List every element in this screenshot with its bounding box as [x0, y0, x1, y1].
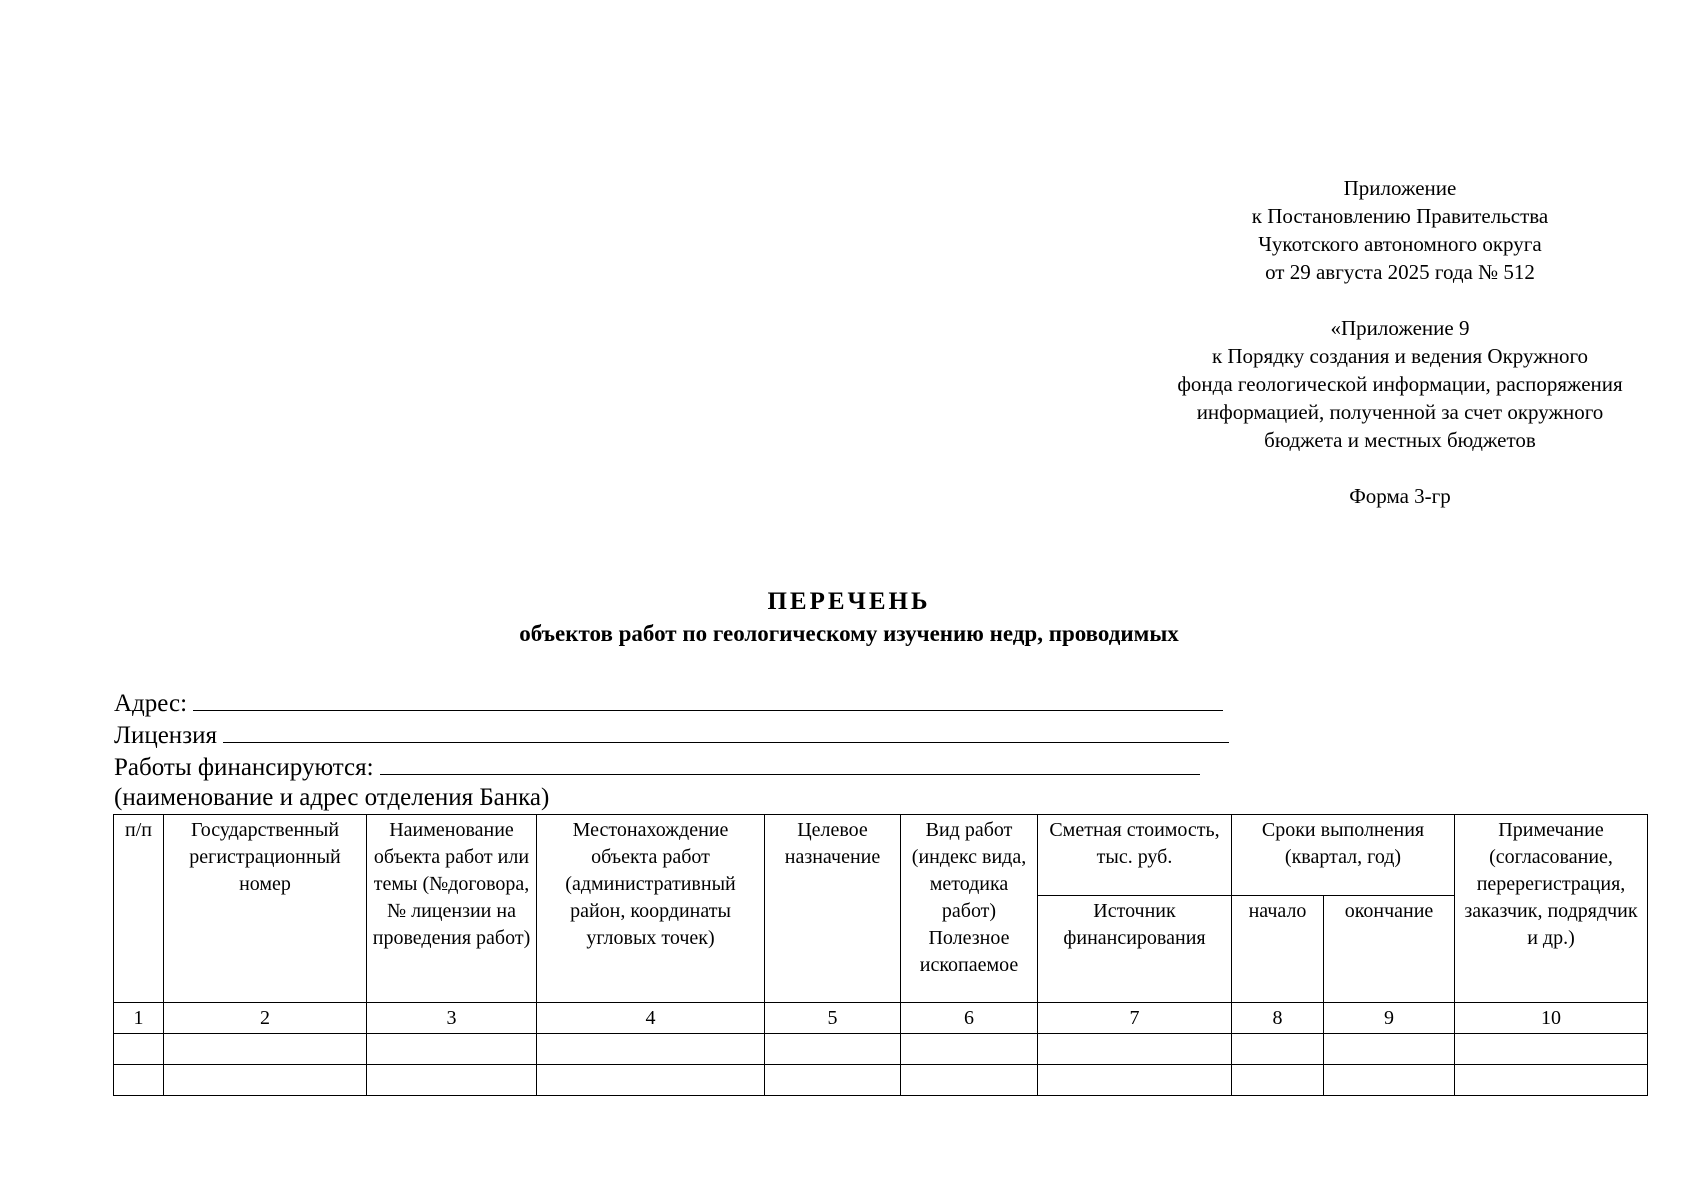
appendix-block	[1080, 174, 1698, 510]
column-number: 4	[537, 1003, 765, 1034]
empty-cell[interactable]	[1038, 1034, 1232, 1065]
empty-table-row	[114, 1034, 1648, 1065]
column-number: 6	[901, 1003, 1038, 1034]
header-cost: Сметная стоимость, тыс. руб.	[1038, 815, 1232, 896]
financing-field	[114, 750, 1264, 782]
column-number: 7	[1038, 1003, 1232, 1034]
column-number: 10	[1455, 1003, 1648, 1034]
header-note: Примечание (согласование, перерегистрация, заказчик, подрядчик и др.)	[1455, 815, 1648, 1003]
empty-cell[interactable]	[367, 1034, 537, 1065]
header-terms: Сроки выполнения (квартал, год)	[1232, 815, 1455, 896]
bank-note: (наименование и адрес отделения Банка)	[114, 784, 550, 811]
empty-cell[interactable]	[164, 1065, 367, 1096]
empty-cell[interactable]	[765, 1034, 901, 1065]
empty-cell[interactable]	[164, 1034, 367, 1065]
appendix-line: Приложение	[1343, 176, 1457, 200]
header-location: Местонахождение объекта работ (административный район, координаты угловых точек)	[537, 815, 765, 1003]
form-label: Форма 3-гр	[1349, 484, 1451, 508]
empty-cell[interactable]	[1455, 1065, 1648, 1096]
appendix-line: «Приложение 9	[1330, 316, 1470, 340]
appendix-gap	[1080, 286, 1698, 314]
bank-note-field	[114, 782, 1264, 814]
column-number: 5	[765, 1003, 901, 1034]
financing-label: Работы финансируются:	[114, 754, 374, 781]
header-end: окончание	[1324, 896, 1455, 1003]
empty-cell[interactable]	[1232, 1065, 1324, 1096]
empty-cell[interactable]	[537, 1034, 765, 1065]
address-label: Адрес:	[114, 690, 188, 717]
empty-cell[interactable]	[1038, 1065, 1232, 1096]
works-table	[113, 814, 1648, 1096]
license-blank-line[interactable]	[223, 718, 1229, 743]
title-sub: объектов работ по геологическому изучению недр, проводимых	[519, 621, 1179, 646]
column-number: 1	[114, 1003, 164, 1034]
appendix-line: к Порядку создания и ведения Окружного	[1211, 344, 1589, 368]
column-number: 9	[1324, 1003, 1455, 1034]
header-funding-source: Источник финансирования	[1038, 896, 1232, 1003]
header-row	[114, 815, 1648, 896]
financing-blank-line[interactable]	[380, 750, 1200, 775]
header-purpose: Целевое назначение	[765, 815, 901, 1003]
header-reg-number: Государственный регистрационный номер	[164, 815, 367, 1003]
header-num: п/п	[114, 815, 164, 1003]
column-number: 2	[164, 1003, 367, 1034]
empty-cell[interactable]	[367, 1065, 537, 1096]
appendix-line: фонда геологической информации, распоряжения	[1177, 372, 1623, 396]
column-number-row	[114, 1003, 1648, 1034]
appendix-line: Чукотского автономного округа	[1258, 232, 1542, 256]
empty-cell[interactable]	[114, 1065, 164, 1096]
license-field	[114, 718, 1264, 750]
title-main: ПЕРЕЧЕНЬ	[767, 588, 931, 615]
license-label: Лицензия	[114, 722, 217, 749]
document-title	[0, 586, 1698, 650]
empty-cell[interactable]	[1324, 1034, 1455, 1065]
appendix-line: к Постановлению Правительства	[1251, 204, 1549, 228]
empty-cell[interactable]	[901, 1034, 1038, 1065]
header-object-name: Наименование объекта работ или темы (№договора, № лицензии на проведения работ)	[367, 815, 537, 1003]
empty-cell[interactable]	[1324, 1065, 1455, 1096]
empty-cell[interactable]	[114, 1034, 164, 1065]
address-blank-line[interactable]	[193, 686, 1223, 711]
address-field	[114, 686, 1264, 718]
appendix-line: информацией, полученной за счет окружного	[1196, 400, 1604, 424]
appendix-line: от 29 августа 2025 года № 512	[1265, 260, 1535, 284]
column-number: 8	[1232, 1003, 1324, 1034]
form-fields	[114, 686, 1264, 814]
header-work-type: Вид работ (индекс вида, методика работ) Полезное ископаемое	[901, 815, 1038, 1003]
column-number: 3	[367, 1003, 537, 1034]
empty-table-row	[114, 1065, 1648, 1096]
empty-cell[interactable]	[765, 1065, 901, 1096]
empty-cell[interactable]	[1455, 1034, 1648, 1065]
header-start: начало	[1232, 896, 1324, 1003]
appendix-line: бюджета и местных бюджетов	[1264, 428, 1536, 452]
empty-cell[interactable]	[901, 1065, 1038, 1096]
empty-cell[interactable]	[1232, 1034, 1324, 1065]
empty-cell[interactable]	[537, 1065, 765, 1096]
appendix-gap	[1080, 454, 1698, 482]
